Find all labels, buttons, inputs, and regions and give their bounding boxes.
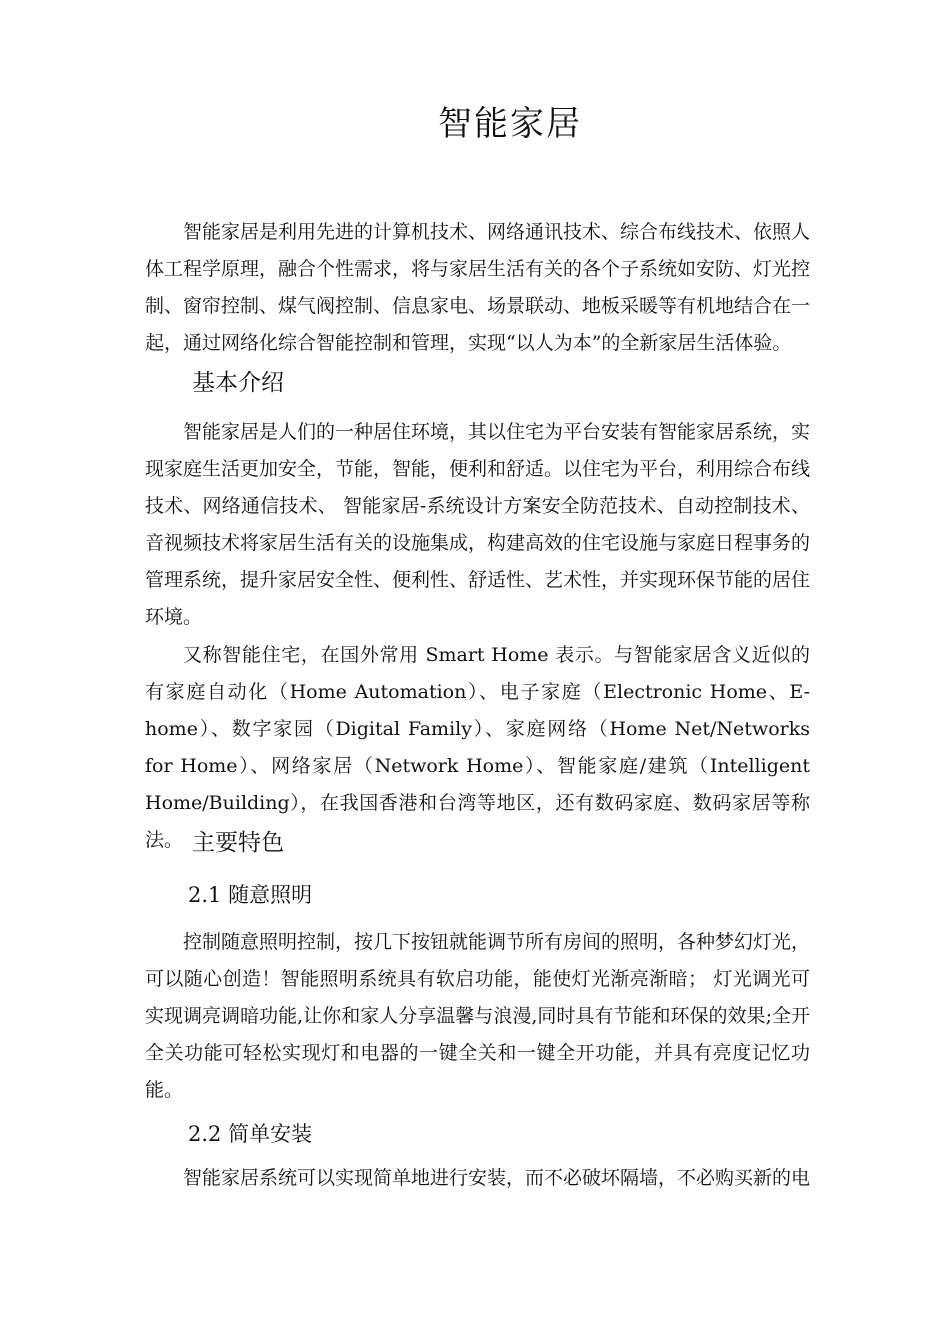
- installation-paragraph: 智能家居系统可以实现简单地进行安装，而不必破坏隔墙，不必购买新的电: [183, 1167, 811, 1189]
- subsection-heading-installation: 2.2 简单安装: [188, 1122, 313, 1146]
- subsection-heading-lighting: 2.1 随意照明: [188, 883, 313, 907]
- basic-intro-paragraph-2: 又称智能住宅，在国外常用 Smart Home 表示。与智能家居含义近似的有家庭自动化（Home Automation）、电子家庭（Electronic Home、E-home）、数字家园（Digital Family）、家庭网络（Home Net/Networks for Home）、网络家居（Network Home）、智能家庭/建筑（Intelligent Home/Building），在我国香港和台湾等地区，还有数码家庭、数码家居等称法。: [145, 644, 810, 851]
- intro-paragraph: 智能家居是利用先进的计算机技术、网络通讯技术、综合布线技术、依照人体工程学原理，融合个性需求，将与家居生活有关的各个子系统如安防、灯光控制、窗帘控制、煤气阀控制、信息家电、场景联动、地板采暖等有机地结合在一起，通过网络化综合智能控制和管理，实现“以人为本”的全新家居生活体验。: [145, 221, 811, 354]
- section-heading-basic-intro: 基本介绍: [192, 370, 284, 396]
- lighting-paragraph: 控制随意照明控制，按几下按钮就能调节所有房间的照明，各种梦幻灯光，可以随心创造！智能照明系统具有软启功能，能使灯光渐亮渐暗； 灯光调光可实现调亮调暗功能,让你和家人分享温馨与浪漫,同时具有节能和环保的效果;全开全关功能可轻松实现灯和电器的一键全关和一键全开功能，并具有亮度记忆功能。: [145, 931, 811, 1101]
- basic-intro-paragraph-1: 智能家居是人们的一种居住环境，其以住宅为平台安装有智能家居系统，实现家庭生活更加安全，节能，智能，便利和舒适。以住宅为平台，利用综合布线技术、网络通信技术、 智能家居-系统设计方案安全防范技术、自动控制技术、音视频技术将家居生活有关的设施集成，构建高效的住宅设施与家庭日程事务的管理系统，提升家居安全性、便利性、舒适性、艺术性，并实现环保节能的居住环境。: [145, 421, 811, 628]
- section-heading-features: 主要特色: [192, 830, 284, 856]
- document-title: 智能家居: [438, 104, 582, 144]
